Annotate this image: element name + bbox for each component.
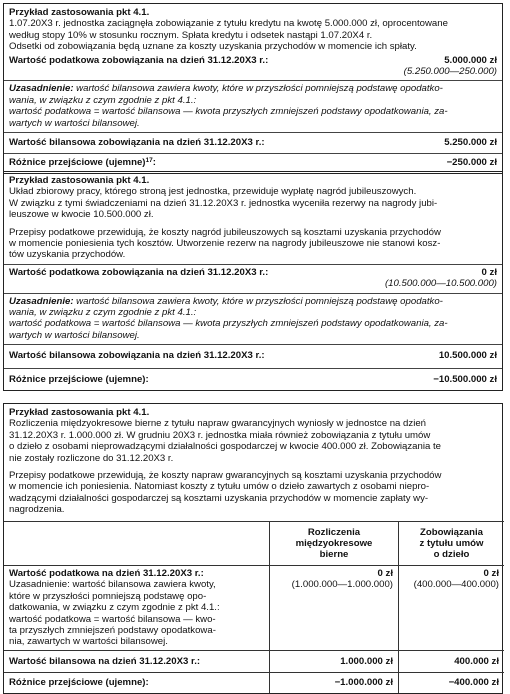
body-line: tów uzyskania przychodów. bbox=[9, 249, 126, 261]
book-value-label: Wartość bilansowa na dzień 31.12.20X3 r.: bbox=[4, 650, 270, 672]
book-value-amount: 5.250.000 zł bbox=[444, 137, 497, 149]
body-line: wadzącymi działalności gospodarczej są kosztami uzyskania przychodów w momencie zapłaty wy- bbox=[9, 492, 429, 504]
body-line: 31.12.20X3 r. 1.000.000 zł. W grudniu 20X3 r. jednostka miała również zobowiązania z tytułu umów bbox=[9, 429, 431, 441]
justification-line bbox=[9, 296, 497, 307]
body-line: leuszowe w kwocie 10.500.000 zł. bbox=[9, 209, 154, 221]
difference-label bbox=[9, 157, 156, 168]
example-heading: Przykład zastosowania pkt 4.1. bbox=[9, 407, 150, 418]
example-box-2 bbox=[3, 171, 503, 391]
justification-line: wartych w wartości bilansowej. bbox=[9, 329, 140, 341]
tax-value-amount: 0 zł bbox=[483, 567, 499, 579]
book-value-row bbox=[9, 135, 497, 150]
tax-value-amount: 0 zł bbox=[481, 266, 497, 278]
tax-value-row bbox=[9, 55, 497, 66]
header-line: z tytułu umów bbox=[419, 538, 484, 550]
difference-label-colon: : bbox=[152, 157, 156, 169]
body-line: według stopy 10% w stosunku rocznym. Spłata kredytu i odsetek nastąpi 1.07.20X4 r. bbox=[9, 29, 373, 41]
book-value-contracts: 400.000 zł bbox=[399, 650, 505, 672]
justification-line: wania, w związku z czym zgodnie z pkt 4.1.: bbox=[9, 94, 197, 106]
justification-line: wania, w związku z czym zgodnie z pkt 4.1.: bbox=[9, 307, 197, 319]
divider bbox=[4, 132, 502, 133]
difference-row bbox=[9, 371, 497, 388]
justification-line: które w przyszłości pomniejszą podstawę opo- bbox=[9, 590, 207, 602]
body-line: 1.07.20X3 r. jednostka zaciągnęła zobowiązanie z tytułu kredytu na kwotę 5.000.000 zł, oprocentowane bbox=[9, 18, 448, 30]
divider bbox=[4, 153, 502, 154]
body-line: Rozliczenia międzyokresowe bierne z tytułu napraw gwarancyjnych wyniosły w jednostce na dzień bbox=[9, 418, 426, 430]
example-box-3 bbox=[3, 403, 503, 694]
header-line: Rozliczenia bbox=[307, 526, 361, 538]
header-line: bierne bbox=[319, 549, 349, 561]
difference-accruals: −1.000.000 zł bbox=[270, 673, 399, 693]
header-line: o dzieło bbox=[433, 549, 470, 561]
divider bbox=[4, 368, 502, 369]
justification-line: wartość podatkowa = wartość bilansowa — kwota przyszłych zmniejszeń podstawy opodatkowania, za- bbox=[9, 318, 448, 330]
justification-line: wartość podatkowa = wartość bilansowa — kwo- bbox=[9, 613, 216, 625]
body-line: w momencie ich poniesienia. Natomiast koszty z tytułu umów o dzieło zawartych z osobami niepro- bbox=[9, 481, 430, 493]
tax-value-amount: 0 zł bbox=[377, 567, 393, 579]
divider bbox=[4, 293, 502, 294]
example-heading: Przykład zastosowania pkt 4.1. bbox=[9, 175, 150, 186]
tax-value-accruals bbox=[270, 565, 399, 650]
body-line: W związku z tymi świadczeniami na dzień 31.12.20X3 r. jednostka wyceniła rezerwy na nagrody jubi- bbox=[9, 197, 438, 209]
header-line: Zobowiązania bbox=[420, 526, 483, 538]
body-line: Przepisy podatkowe przewidują, że koszty nagród jubileuszowych są kosztami uzyskania przychodów bbox=[9, 226, 441, 238]
tax-value-calc: (5.250.000—250.000) bbox=[403, 66, 497, 78]
difference-label: Różnice przejściowe (ujemne): bbox=[4, 673, 270, 693]
body-line: w momencie poniesienia tych kosztów. Utworzenie rezerw na nagrody jubileuszowe nie stanowi kosz- bbox=[9, 238, 441, 250]
tax-value-label: Wartość podatkowa na dzień 31.12.20X3 r.: bbox=[9, 567, 204, 579]
justification-text: wartość bilansowa zawiera kwoty, które w przyszłości pomniejszą podstawę opodatko- bbox=[73, 295, 443, 307]
justification-line: Uzasadnienie: wartość bilansowa zawiera kwoty, bbox=[9, 579, 216, 591]
table-header-empty bbox=[4, 521, 270, 565]
body-line: o dzieło z osobami nieprowadzącymi działalności gospodarczej w kwocie 400.000 zł. Zobowiązania te bbox=[9, 441, 441, 453]
tax-value-calc: (10.500.000—10.500.000) bbox=[384, 278, 497, 290]
divider bbox=[4, 344, 502, 345]
tax-value-contracts bbox=[399, 565, 505, 650]
example-heading: Przykład zastosowania pkt 4.1. bbox=[9, 7, 150, 18]
difference-label-text: Różnice przejściowe (ujemne) bbox=[9, 157, 146, 169]
book-value-label: Wartość bilansowa zobowiązania na dzień 31.12.20X3 r.: bbox=[9, 350, 265, 362]
justification-line: datkowania, w związku z czym zgodnie z pkt 4.1.: bbox=[9, 602, 220, 614]
book-value-label: Wartość bilansowa zobowiązania na dzień 31.12.20X3 r.: bbox=[9, 137, 265, 149]
comparison-table bbox=[4, 521, 504, 693]
divider bbox=[4, 264, 502, 265]
tax-value-label: Wartość podatkowa zobowiązania na dzień 31.12.20X3 r.: bbox=[9, 266, 269, 278]
justification-line: ta przyszłych zmniejszeń podstawy opodatkowa- bbox=[9, 624, 216, 636]
difference-label: Różnice przejściowe (ujemne): bbox=[9, 373, 149, 385]
table-header-row bbox=[4, 521, 504, 565]
justification-line: wartych w wartości bilansowej. bbox=[9, 117, 140, 129]
difference-amount: −250.000 zł bbox=[446, 157, 497, 169]
body-line: nagrodzenia. bbox=[9, 504, 65, 516]
table-header-contracts bbox=[399, 521, 505, 565]
body-line: nie zostały rozliczone do 31.12.20X3 r. bbox=[9, 452, 174, 464]
book-value-row bbox=[9, 347, 497, 364]
tax-value-calc: (400.000—400.000) bbox=[413, 579, 499, 591]
tax-value-label: Wartość podatkowa zobowiązania na dzień 31.12.20X3 r.: bbox=[9, 54, 269, 66]
body-line: Układ zbiorowy pracy, którego stroną jest jednostka, przewiduje wypłatę nagród jubileuszowych. bbox=[9, 186, 417, 198]
divider bbox=[4, 80, 502, 81]
example-box-1 bbox=[3, 3, 503, 174]
table-header-accruals bbox=[270, 521, 399, 565]
footnote-ref: 17 bbox=[145, 157, 153, 165]
justification-text: wartość bilansowa zawiera kwoty, które w przyszłości pomniejszą podstawę opodatko- bbox=[73, 83, 443, 95]
tax-value-calc: (1.000.000—1.000.000) bbox=[291, 579, 393, 591]
justification-line: wartość podatkowa = wartość bilansowa — kwota przyszłych zmniejszeń podstawy opodatkowania, za- bbox=[9, 106, 448, 118]
difference-amount: −10.500.000 zł bbox=[433, 373, 497, 385]
header-line: międzyokresowe bbox=[295, 538, 373, 550]
table-row bbox=[4, 565, 504, 650]
justification-line bbox=[9, 83, 497, 94]
book-value-accruals: 1.000.000 zł bbox=[270, 650, 399, 672]
tax-value-row bbox=[9, 267, 497, 278]
body-line: Przepisy podatkowe przewidują, że koszty napraw gwarancyjnych są kosztami uzyskania przychodów bbox=[9, 470, 442, 482]
table-row bbox=[4, 673, 504, 693]
justification-label: Uzasadnienie: bbox=[9, 83, 74, 95]
tax-value-cell bbox=[4, 565, 270, 650]
difference-contracts: −400.000 zł bbox=[399, 673, 505, 693]
body-line: Odsetki od zobowiązania będą uznane za koszty uzyskania przychodów w momencie ich spłaty. bbox=[9, 41, 417, 53]
table-row bbox=[4, 650, 504, 672]
justification-line: nia, zawartych w wartości bilansowej. bbox=[9, 636, 168, 648]
justification-label: Uzasadnienie: bbox=[9, 295, 74, 307]
book-value-amount: 10.500.000 zł bbox=[438, 350, 497, 362]
difference-row bbox=[9, 156, 497, 170]
tax-value-amount: 5.000.000 zł bbox=[444, 54, 497, 66]
